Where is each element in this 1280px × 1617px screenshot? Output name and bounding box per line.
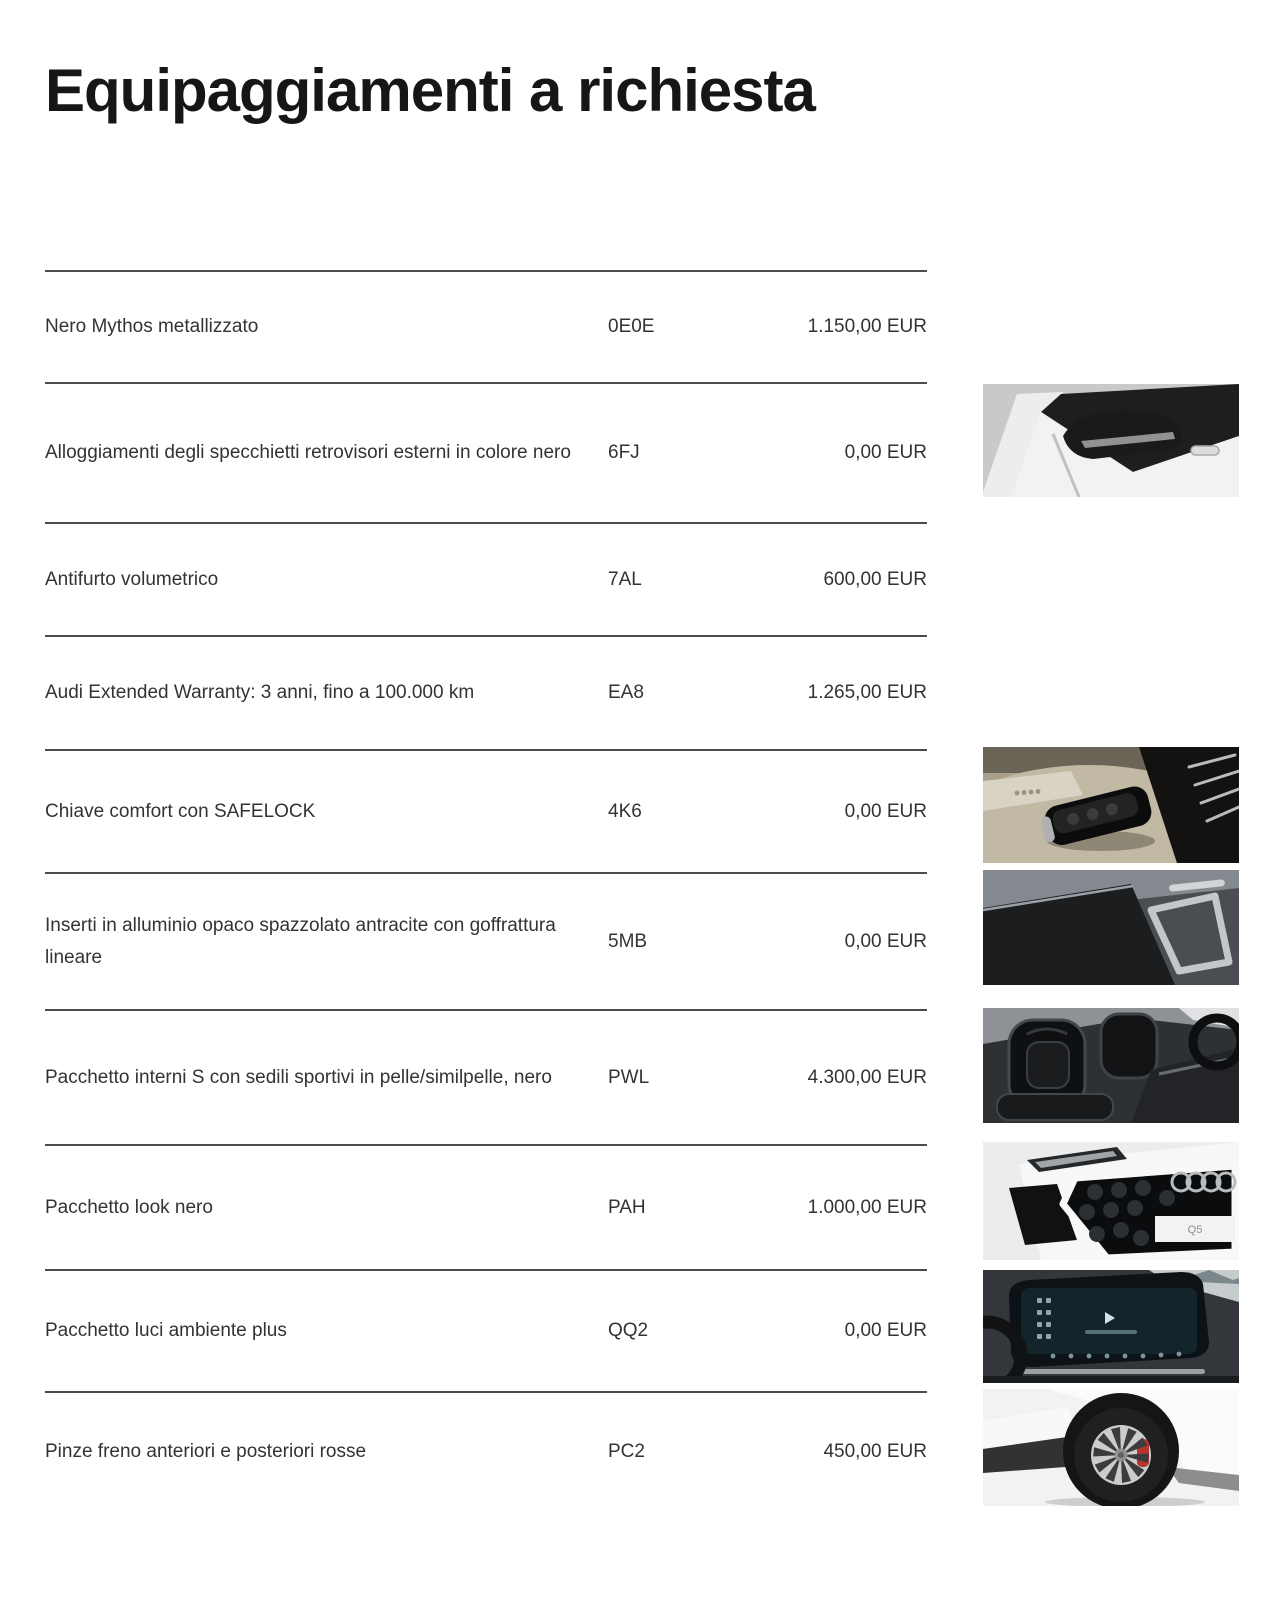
equipment-name: Pacchetto luci ambiente plus (45, 1320, 287, 1342)
equipment-row (45, 1009, 927, 1144)
equipment-name: Antifurto volumetrico (45, 568, 219, 590)
equipment-code: PC2 (608, 1441, 645, 1462)
equipment-price: 0,00 EUR (844, 1320, 927, 1341)
thumbnail-door-trim-image (983, 870, 1239, 985)
comfort-key-illustration (983, 747, 1239, 863)
equipment-code: 7AL (608, 568, 642, 590)
equipment-code: 0E0E (608, 316, 655, 337)
equipment-code: 4K6 (608, 800, 642, 822)
red-caliper-wheel-illustration (983, 1389, 1239, 1506)
page-title: Equipaggiamenti a richiesta (45, 57, 815, 124)
thumbnail-column (983, 0, 1239, 1617)
equipment-row (45, 872, 927, 1009)
equipment-price: 600,00 EUR (823, 568, 927, 590)
equipment-code: PWL (608, 1066, 650, 1088)
equipment-row (45, 635, 927, 749)
license-plate-text: Q5 (1187, 1224, 1203, 1236)
equipment-row (45, 382, 927, 522)
equipment-name: Inserti in alluminio opaco spazzolato antracite con goffrattura lineare (45, 914, 556, 968)
equipment-code: PAH (608, 1196, 646, 1218)
equipment-row (45, 749, 927, 872)
equipment-row (45, 270, 927, 382)
equipment-name: Pinze freno anteriori e posteriori rosse (45, 1441, 367, 1463)
equipment-name: Audi Extended Warranty: 3 anni, fino a 100.000 km (45, 682, 475, 704)
equipment-code: 5MB (608, 930, 648, 952)
equipment-code: 6FJ (608, 442, 640, 463)
equipment-row (45, 1391, 927, 1511)
equipment-price: 0,00 EUR (844, 442, 927, 463)
equipment-name: Alloggiamenti degli specchietti retrovisori esterni in colore nero (45, 442, 571, 464)
equipment-row (45, 1144, 927, 1269)
equipment-code: QQ2 (608, 1320, 649, 1341)
thumbnail-comfort-key-image (983, 747, 1239, 863)
equipment-price: 4.300,00 EUR (807, 1066, 927, 1088)
thumbnail-sport-seats-image (983, 1008, 1239, 1123)
equipment-price: 0,00 EUR (844, 800, 927, 822)
equipment-name: Pacchetto interni S con sedili sportivi in pelle/similpelle, nero (45, 1066, 552, 1088)
equipment-price: 1.265,00 EUR (807, 682, 927, 703)
door-trim-illustration (983, 870, 1239, 985)
equipment-row (45, 1269, 927, 1391)
equipment-price: 1.150,00 EUR (807, 316, 927, 337)
sport-seats-illustration (983, 1008, 1239, 1123)
options-table (45, 270, 927, 1511)
black-grille-illustration (983, 1142, 1239, 1260)
equipment-name: Chiave comfort con SAFELOCK (45, 800, 316, 822)
thumbnail-red-caliper-wheel-image (983, 1389, 1239, 1506)
thumbnail-side-mirror-image (983, 384, 1239, 497)
side-mirror-illustration (983, 384, 1239, 497)
equipment-row (45, 522, 927, 635)
equipment-name: Nero Mythos metallizzato (45, 316, 259, 338)
dashboard-screen-illustration (983, 1270, 1239, 1383)
equipment-name: Pacchetto look nero (45, 1196, 213, 1218)
equipment-price: 450,00 EUR (823, 1441, 927, 1462)
equipment-price: 1.000,00 EUR (807, 1196, 927, 1218)
thumbnail-black-grille-image (983, 1142, 1239, 1260)
thumbnail-dashboard-screen-image (983, 1270, 1239, 1383)
equipment-code: EA8 (608, 682, 644, 703)
equipment-price: 0,00 EUR (844, 930, 927, 952)
